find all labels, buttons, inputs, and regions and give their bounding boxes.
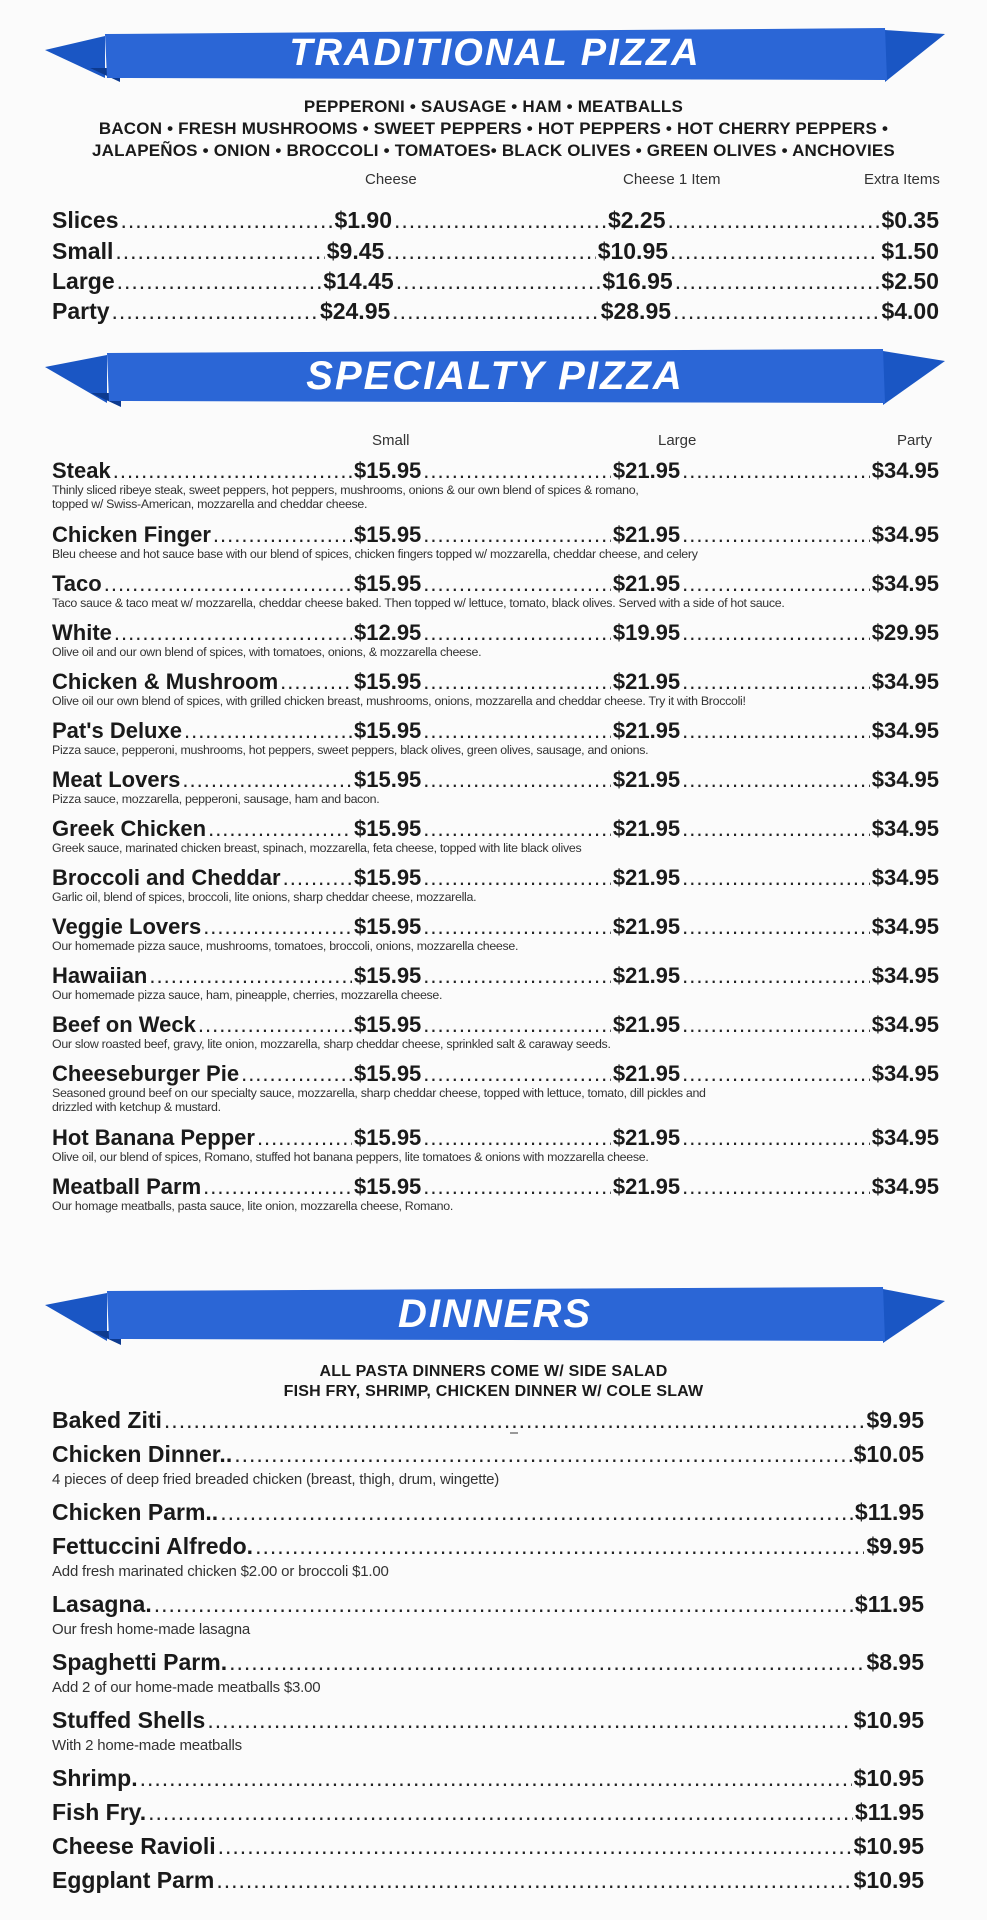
item-name: Beef on Weck bbox=[52, 1012, 196, 1037]
dinner-note-1: ALL PASTA DINNERS COME W/ SIDE SALAD bbox=[319, 1363, 668, 1380]
section-title: TRADITIONAL PIZZA bbox=[289, 31, 701, 74]
specialty-item bbox=[52, 669, 939, 695]
dinner-price: $10.95 bbox=[853, 1765, 924, 1791]
dot-leader bbox=[394, 207, 606, 234]
item-name: Hawaiian bbox=[52, 963, 148, 988]
price-small: $15.95 bbox=[354, 1061, 422, 1086]
price-party: $34.95 bbox=[871, 522, 940, 547]
dot-leader bbox=[148, 1799, 853, 1826]
name-with-leader bbox=[52, 669, 354, 695]
item-name: Broccoli and Cheddar bbox=[52, 865, 281, 890]
dinner-item bbox=[52, 1441, 924, 1468]
column-header-cheese: Cheese bbox=[365, 171, 417, 188]
specialty-item bbox=[52, 865, 939, 891]
name-with-leader bbox=[52, 914, 354, 940]
price-row bbox=[52, 268, 939, 295]
dinner-price: $11.95 bbox=[854, 1499, 924, 1525]
dot-leader bbox=[229, 1649, 864, 1676]
section-title: DINNERS bbox=[397, 1291, 593, 1336]
price-small: $15.95 bbox=[354, 1174, 422, 1199]
price-cheese: $24.95 bbox=[319, 298, 391, 324]
dinner-item bbox=[52, 1407, 924, 1434]
item-description: Olive oil and our own blend of spices, with tomatoes, onions, & mozzarella cheese. bbox=[52, 645, 482, 659]
specialty-item bbox=[52, 620, 939, 646]
dinner-item bbox=[52, 1499, 924, 1526]
dot-leader bbox=[117, 268, 322, 295]
dot-leader bbox=[682, 865, 870, 891]
dot-leader bbox=[220, 1499, 853, 1526]
name-with-leader bbox=[52, 1125, 354, 1151]
price-one-item: $2.25 bbox=[607, 207, 666, 233]
dinner-price: $11.95 bbox=[854, 1591, 924, 1617]
price-large: $21.95 bbox=[612, 1125, 681, 1150]
item-description: Our homage meatballs, pasta sauce, lite onion, mozzarella cheese, Romano. bbox=[52, 1199, 453, 1213]
column-header-large: Large bbox=[658, 432, 697, 449]
dinner-name: Chicken Dinner.. bbox=[52, 1441, 233, 1467]
item-name: Cheeseburger Pie bbox=[52, 1061, 240, 1086]
price-small: $15.95 bbox=[354, 1012, 422, 1037]
dot-leader bbox=[112, 298, 318, 325]
price-large: $21.95 bbox=[612, 1174, 681, 1199]
dot-leader bbox=[182, 767, 352, 793]
price-party: $34.95 bbox=[871, 914, 940, 939]
column-header-small: Small bbox=[372, 432, 410, 449]
specialty-pizza-banner bbox=[45, 343, 945, 409]
item-description: Our homemade pizza sauce, mushrooms, tomatoes, broccoli, onions, mozzarella cheese. bbox=[52, 939, 519, 953]
item-name: Chicken Finger bbox=[52, 522, 211, 547]
price-small: $15.95 bbox=[354, 669, 422, 694]
dot-leader bbox=[423, 669, 611, 695]
dinner-item bbox=[52, 1867, 924, 1894]
specialty-item bbox=[52, 1174, 939, 1200]
dot-leader bbox=[386, 238, 595, 265]
price-small: $15.95 bbox=[354, 522, 422, 547]
item-name: Veggie Lovers bbox=[52, 914, 202, 939]
price-row bbox=[52, 207, 939, 234]
item-description: Our homemade pizza sauce, ham, pineapple, cherries, mozzarella cheese. bbox=[52, 988, 443, 1002]
price-small: $15.95 bbox=[354, 1125, 422, 1150]
item-description-cont: topped w/ Swiss-American, mozzarella and cheddar cheese. bbox=[52, 497, 368, 511]
price-large: $21.95 bbox=[612, 718, 681, 743]
price-large: $21.95 bbox=[612, 1061, 681, 1086]
dot-leader bbox=[234, 1441, 851, 1468]
price-row bbox=[52, 298, 939, 325]
price-party: $34.95 bbox=[871, 1061, 940, 1086]
dot-leader bbox=[682, 914, 870, 940]
dot-leader bbox=[241, 1061, 352, 1087]
size-name: Large bbox=[52, 268, 115, 294]
price-party: $34.95 bbox=[871, 669, 940, 694]
dot-leader bbox=[423, 458, 611, 484]
dot-leader bbox=[149, 963, 352, 989]
price-large: $21.95 bbox=[612, 767, 681, 792]
dinner-name: Fettuccini Alfredo. bbox=[52, 1533, 254, 1559]
dot-leader bbox=[257, 1125, 352, 1151]
dinner-price: $9.95 bbox=[866, 1407, 924, 1433]
name-with-leader bbox=[52, 865, 354, 891]
item-description: Taco sauce & taco meat w/ mozzarella, cheddar cheese baked. Then topped w/ lettuce, tomato, black olives. Served with a side of hot sauce. bbox=[52, 596, 785, 610]
dot-leader bbox=[682, 1125, 870, 1151]
traditional-pizza-banner bbox=[45, 22, 945, 84]
dinner-price: $11.95 bbox=[854, 1799, 924, 1825]
dot-leader bbox=[423, 963, 611, 989]
dot-leader bbox=[682, 1174, 870, 1200]
item-description: Olive oil our own blend of spices, with grilled chicken breast, mushrooms, onions, mozzarella and cheddar cheese. Try it with Broccoli! bbox=[52, 694, 746, 708]
dot-leader bbox=[423, 865, 611, 891]
name-with-leader bbox=[52, 571, 354, 597]
dot-leader bbox=[255, 1533, 864, 1560]
dot-leader bbox=[423, 767, 611, 793]
dinner-item bbox=[52, 1833, 924, 1860]
dinner-item bbox=[52, 1799, 924, 1826]
price-large: $21.95 bbox=[612, 1012, 681, 1037]
price-small: $15.95 bbox=[354, 718, 422, 743]
dinner-price: $10.95 bbox=[853, 1833, 924, 1859]
dot-leader bbox=[396, 268, 601, 295]
dot-leader bbox=[423, 718, 611, 744]
price-party: $34.95 bbox=[871, 963, 940, 988]
specialty-item bbox=[52, 1061, 939, 1087]
item-description: Garlic oil, blend of spices, broccoli, lite onions, sharp cheddar cheese, mozzarella. bbox=[52, 890, 477, 904]
column-header-party: Party bbox=[897, 432, 933, 449]
dinner-description: 4 pieces of deep fried breaded chicken (breast, thigh, drum, wingette) bbox=[52, 1471, 500, 1488]
dot-leader bbox=[423, 522, 611, 548]
dot-leader bbox=[154, 1591, 853, 1618]
item-description: Seasoned ground beef on our specialty sauce, mozzarella, sharp cheddar cheese, topped with lettuce, tomato, dill pickles and bbox=[52, 1086, 706, 1100]
dot-leader bbox=[423, 1061, 611, 1087]
name-with-leader bbox=[52, 767, 354, 793]
dinner-item bbox=[52, 1591, 924, 1618]
specialty-item bbox=[52, 458, 939, 484]
price-party: $34.95 bbox=[871, 718, 940, 743]
dot-leader bbox=[682, 718, 870, 744]
specialty-item bbox=[52, 571, 939, 597]
dot-leader bbox=[670, 238, 879, 265]
name-with-leader bbox=[52, 816, 354, 842]
price-party: $34.95 bbox=[871, 767, 940, 792]
price-small: $12.95 bbox=[354, 620, 422, 645]
dot-leader bbox=[115, 238, 324, 265]
price-cheese: $1.90 bbox=[334, 207, 392, 233]
dot-leader bbox=[203, 1174, 352, 1200]
item-description: Thinly sliced ribeye steak, sweet peppers, hot peppers, mushrooms, onions & our own blend of spices & romano, bbox=[52, 483, 639, 497]
dinner-price: $9.95 bbox=[866, 1533, 924, 1559]
name-with-leader bbox=[52, 963, 354, 989]
dinner-description: Add fresh marinated chicken $2.00 or broccoli $1.00 bbox=[52, 1563, 389, 1580]
dot-leader bbox=[682, 620, 870, 646]
price-cheese: $9.45 bbox=[326, 238, 385, 264]
name-with-leader bbox=[52, 718, 354, 744]
dinner-name: Chicken Parm.. bbox=[52, 1499, 219, 1525]
name-with-leader bbox=[52, 1061, 354, 1087]
size-name: Party bbox=[52, 298, 110, 324]
dinner-name: Spaghetti Parm. bbox=[52, 1649, 228, 1675]
dot-leader bbox=[213, 522, 352, 548]
item-description: Olive oil, our blend of spices, Romano, stuffed hot banana peppers, lite tomatoes & onions with mozzarella cheese. bbox=[52, 1150, 649, 1164]
dot-leader bbox=[140, 1765, 852, 1792]
name-with-leader bbox=[52, 522, 354, 548]
dinner-name: Stuffed Shells bbox=[52, 1707, 206, 1733]
dinner-name: Eggplant Parm bbox=[52, 1867, 215, 1893]
price-extra-item: $0.35 bbox=[881, 207, 939, 233]
dot-leader bbox=[682, 767, 870, 793]
price-cheese: $14.45 bbox=[323, 268, 394, 294]
item-name: Meat Lovers bbox=[52, 767, 181, 792]
item-name: Hot Banana Pepper bbox=[52, 1125, 255, 1150]
dot-leader bbox=[668, 207, 880, 234]
item-name: Pat's Deluxe bbox=[52, 718, 182, 743]
toppings-line-2: BACON • FRESH MUSHROOMS • SWEET PEPPERS • HOT PEPPERS • HOT CHERRY PEPPERS • bbox=[98, 119, 889, 138]
dot-leader bbox=[392, 298, 598, 325]
dinner-item bbox=[52, 1707, 924, 1734]
dinner-description: Add 2 of our home-made meatballs $3.00 bbox=[52, 1679, 321, 1696]
specialty-item bbox=[52, 522, 939, 548]
toppings-line-3: JALAPEÑOS • ONION • BROCCOLI • TOMATOES• BLACK OLIVES • GREEN OLIVES • ANCHOVIES bbox=[92, 141, 895, 160]
dinner-price: $8.95 bbox=[866, 1649, 924, 1675]
price-small: $15.95 bbox=[354, 963, 422, 988]
stray-mark bbox=[510, 1432, 518, 1434]
dinner-price: $10.95 bbox=[853, 1867, 924, 1893]
price-one-item: $28.95 bbox=[600, 298, 672, 324]
name-with-leader bbox=[52, 1174, 354, 1200]
dinner-item bbox=[52, 1649, 924, 1676]
dot-leader bbox=[423, 571, 611, 597]
price-small: $15.95 bbox=[354, 816, 422, 841]
dot-leader bbox=[682, 571, 870, 597]
column-header-extra-items: Extra Items bbox=[864, 171, 940, 188]
item-name: Steak bbox=[52, 458, 111, 483]
price-large: $21.95 bbox=[612, 571, 681, 596]
dot-leader bbox=[423, 1125, 611, 1151]
item-description: Our slow roasted beef, gravy, lite onion, mozzarella, sharp cheddar cheese, sprinkled salt & caraway seeds. bbox=[52, 1037, 611, 1051]
price-small: $15.95 bbox=[354, 914, 422, 939]
dot-leader bbox=[423, 816, 611, 842]
price-party: $34.95 bbox=[871, 1012, 940, 1037]
price-party: $34.95 bbox=[871, 816, 940, 841]
item-name: Chicken & Mushroom bbox=[52, 669, 279, 694]
dot-leader bbox=[682, 522, 870, 548]
item-description: Bleu cheese and hot sauce base with our blend of spices, chicken fingers topped w/ mozzarella, cheddar cheese, and celery bbox=[52, 547, 698, 561]
price-extra-item: $4.00 bbox=[881, 298, 939, 324]
dot-leader bbox=[682, 458, 870, 484]
price-party: $34.95 bbox=[871, 1125, 940, 1150]
dot-leader bbox=[682, 669, 870, 695]
dot-leader bbox=[164, 1407, 865, 1434]
price-party: $34.95 bbox=[871, 1174, 940, 1199]
name-with-leader bbox=[52, 1012, 354, 1038]
dot-leader bbox=[280, 669, 352, 695]
dot-leader bbox=[198, 1012, 352, 1038]
dinner-description: Our fresh home-made lasagna bbox=[52, 1621, 251, 1638]
column-header-cheese-one-item: Cheese 1 Item bbox=[623, 171, 721, 188]
price-small: $15.95 bbox=[354, 865, 422, 890]
item-description: Pizza sauce, pepperoni, mushrooms, hot peppers, sweet peppers, black olives, green olives, sausage, and onions. bbox=[52, 743, 649, 757]
specialty-item bbox=[52, 1125, 939, 1151]
price-party: $34.95 bbox=[871, 571, 940, 596]
specialty-item bbox=[52, 718, 939, 744]
dot-leader bbox=[423, 914, 611, 940]
dinner-name: Lasagna. bbox=[52, 1591, 152, 1617]
name-with-leader bbox=[52, 458, 354, 484]
specialty-item bbox=[52, 914, 939, 940]
price-large: $21.95 bbox=[612, 669, 681, 694]
price-large: $21.95 bbox=[612, 522, 681, 547]
price-one-item: $10.95 bbox=[597, 238, 669, 264]
dot-leader bbox=[208, 816, 352, 842]
dinner-name: Baked Ziti bbox=[52, 1407, 162, 1433]
dot-leader bbox=[184, 718, 352, 744]
price-one-item: $16.95 bbox=[602, 268, 673, 294]
section-title: SPECIALTY PIZZA bbox=[306, 353, 684, 398]
item-name: White bbox=[52, 620, 112, 645]
specialty-item bbox=[52, 1012, 939, 1038]
dot-leader bbox=[682, 816, 870, 842]
price-party: $29.95 bbox=[871, 620, 940, 645]
dot-leader bbox=[113, 458, 352, 484]
dot-leader bbox=[675, 268, 880, 295]
dot-leader bbox=[207, 1707, 851, 1734]
item-description: Greek sauce, marinated chicken breast, spinach, mozzarella, feta cheese, topped with lite black olives bbox=[52, 841, 582, 855]
dot-leader bbox=[682, 1012, 870, 1038]
dinner-price: $10.95 bbox=[853, 1707, 924, 1733]
price-small: $15.95 bbox=[354, 767, 422, 792]
dinner-name: Fish Fry. bbox=[52, 1799, 147, 1825]
price-large: $21.95 bbox=[612, 458, 681, 483]
price-party: $34.95 bbox=[871, 458, 940, 483]
price-large: $21.95 bbox=[612, 963, 681, 988]
dot-leader bbox=[216, 1867, 851, 1894]
price-large: $19.95 bbox=[612, 620, 681, 645]
specialty-item bbox=[52, 963, 939, 989]
dinner-description: With 2 home-made meatballs bbox=[52, 1737, 242, 1754]
dot-leader bbox=[104, 571, 352, 597]
dinner-item bbox=[52, 1533, 924, 1560]
specialty-item bbox=[52, 767, 939, 793]
specialty-item bbox=[52, 816, 939, 842]
toppings-line-1: PEPPERONI • SAUSAGE • HAM • MEATBALLS bbox=[303, 97, 684, 116]
price-small: $15.95 bbox=[354, 571, 422, 596]
dinner-note-2: FISH FRY, SHRIMP, CHICKEN DINNER W/ COLE SLAW bbox=[283, 1383, 704, 1400]
price-small: $15.95 bbox=[354, 458, 422, 483]
price-large: $21.95 bbox=[612, 865, 681, 890]
dinner-price: $10.05 bbox=[853, 1441, 924, 1467]
dot-leader bbox=[114, 620, 352, 646]
dot-leader bbox=[682, 1061, 870, 1087]
price-party: $34.95 bbox=[871, 865, 940, 890]
dinner-item bbox=[52, 1765, 924, 1792]
item-description: Pizza sauce, mozzarella, pepperoni, sausage, ham and bacon. bbox=[52, 792, 380, 806]
dinner-name: Cheese Ravioli bbox=[52, 1833, 216, 1859]
dot-leader bbox=[423, 620, 611, 646]
dinner-name: Shrimp. bbox=[52, 1765, 138, 1791]
dot-leader bbox=[673, 298, 879, 325]
price-large: $21.95 bbox=[612, 816, 681, 841]
dot-leader bbox=[283, 865, 352, 891]
dot-leader bbox=[423, 1012, 611, 1038]
item-name: Taco bbox=[52, 571, 102, 596]
name-with-leader bbox=[52, 620, 354, 646]
dot-leader bbox=[121, 207, 333, 234]
dot-leader bbox=[423, 1174, 611, 1200]
dot-leader bbox=[203, 914, 352, 940]
item-name: Meatball Parm bbox=[52, 1174, 202, 1199]
size-name: Small bbox=[52, 238, 114, 264]
price-large: $21.95 bbox=[612, 914, 681, 939]
dot-leader bbox=[682, 963, 870, 989]
price-extra-item: $1.50 bbox=[881, 238, 939, 264]
item-name: Greek Chicken bbox=[52, 816, 207, 841]
size-name: Slices bbox=[52, 207, 119, 233]
dinners-banner bbox=[45, 1281, 945, 1347]
price-extra-item: $2.50 bbox=[881, 268, 939, 294]
dot-leader bbox=[218, 1833, 852, 1860]
price-row bbox=[52, 238, 939, 265]
item-description-cont: drizzled with ketchup & mustard. bbox=[52, 1100, 221, 1114]
